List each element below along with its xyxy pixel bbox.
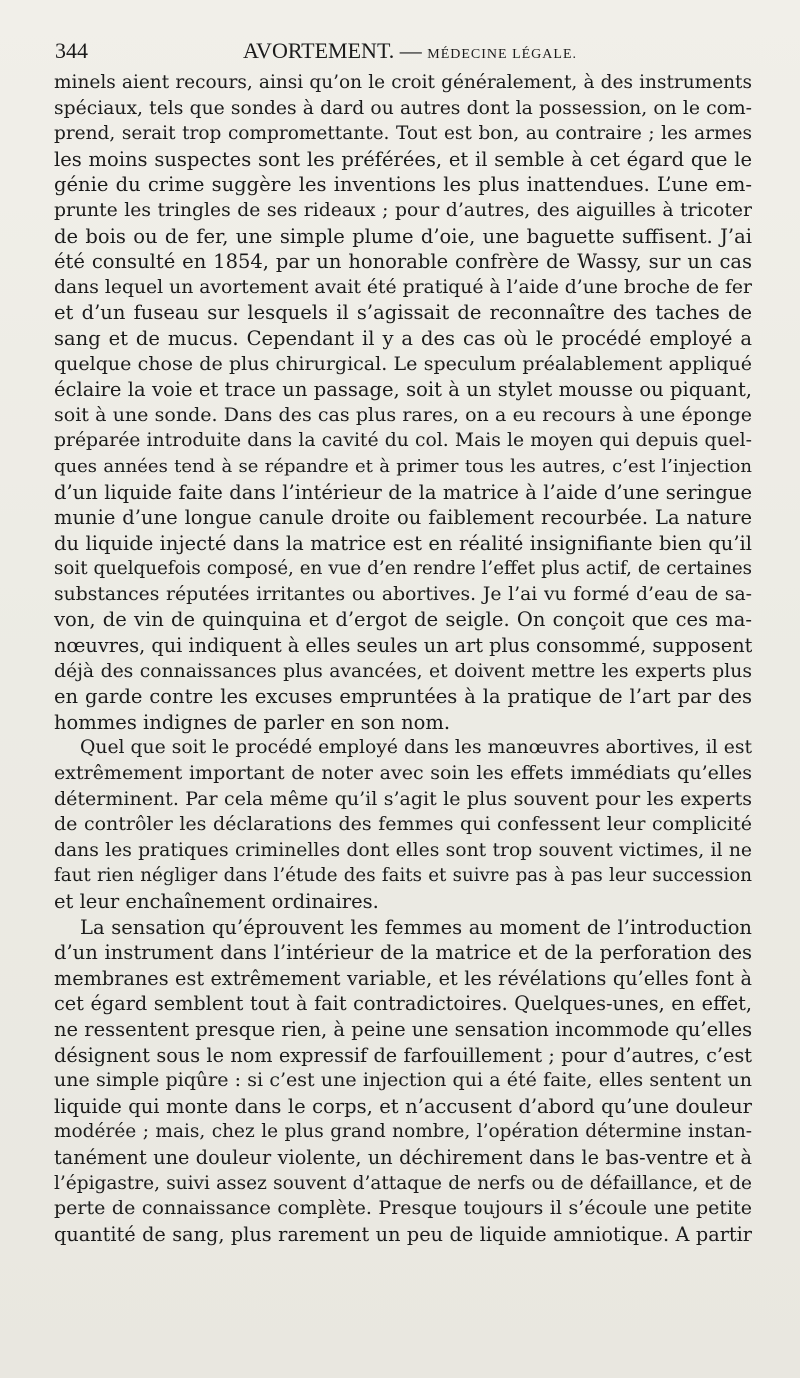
text-line: von, de vin de quinquina et d’ergot de seigle. On conçoit que ces ma- — [54, 608, 752, 632]
text-line: d’un instrument dans l’intérieur de la matrice et de la perforation des — [54, 941, 752, 965]
text-line: éclaire la voie et trace un passage, soit à un stylet mousse ou piquant, — [54, 378, 752, 402]
text-line: modérée ; mais, chez le plus grand nombre, l’opération détermine instan- — [54, 1121, 752, 1143]
running-title-main: AVORTEMENT. — [243, 38, 395, 63]
text-line: désignent sous le nom expressif de farfouillement ; pour d’autres, c’est — [54, 1043, 752, 1067]
text-line: membranes est extrêmement variable, et les révélations qu’elles font à — [54, 966, 752, 990]
text-line: en garde contre les excuses empruntées à la pratique de l’art par des — [54, 685, 752, 709]
text-line: tanément une douleur violente, un déchirement dans le bas-ventre et à — [54, 1145, 752, 1169]
text-line: prunte les tringles de ses rideaux ; pour d’autres, des aiguilles à tricoter — [54, 199, 752, 221]
text-line: sang et de mucus. Cependant il y a des cas où le procédé employé a — [54, 326, 752, 350]
text-line: déterminent. Par cela même qu’il s’agit le plus souvent pour les experts — [54, 787, 752, 810]
text-line: cet égard semblent tout à fait contradictoires. Quelques-unes, en effet, — [54, 992, 752, 1016]
text-line: perte de connaissance complète. Presque toujours il s’écoule une petite — [54, 1197, 752, 1220]
text-line: nœuvres, qui indiquent à elles seules un art plus consommé, supposent — [54, 634, 752, 658]
page-number: 344 — [55, 38, 88, 63]
text-line: spéciaux, tels que sondes à dard ou autres dont la possession, on le com- — [54, 97, 752, 119]
paragraph-start-line: Quel que soit le procédé employé dans les manœuvres abortives, il est — [80, 737, 752, 759]
paragraph-end-line: hommes indignes de parler en son nom. — [54, 710, 451, 734]
text-line: faut rien négliger dans l’étude des faits et suivre pas à pas leur succession — [54, 865, 752, 887]
running-title-dash: — — [399, 38, 422, 63]
text-line: préparée introduite dans la cavité du col. Mais le moyen qui depuis quel- — [54, 430, 752, 452]
text-line: soit quelquefois composé, en vue d’en rendre l’effet plus actif, de certaines — [54, 558, 752, 580]
running-title — [243, 38, 577, 64]
text-line: déjà des connaissances plus avancées, et doivent mettre les experts plus — [54, 660, 752, 682]
text-line: du liquide injecté dans la matrice est en réalité insignifiante bien qu’il — [54, 531, 752, 555]
text-line: ne ressentent presque rien, à peine une sensation incommode qu’elles — [54, 1017, 752, 1041]
paragraph-start-line: La sensation qu’éprouvent les femmes au moment de l’introduction — [80, 915, 752, 939]
text-line: une simple piqûre : si c’est une injection qui a été faite, elles sentent un — [54, 1069, 752, 1092]
text-line: génie du crime suggère les inventions les plus inattendues. L’une em- — [54, 173, 752, 197]
text-line: été consulté en 1854, par un honorable confrère de Wassy, sur un cas — [54, 250, 752, 274]
text-line: ques années tend à se répandre et à primer tous les autres, c’est l’injection — [54, 455, 752, 477]
paragraph-end-line: et leur enchaînement ordinaires. — [54, 890, 379, 913]
text-line: liquide qui monte dans le corps, et n’accusent d’abord qu’une douleur — [54, 1094, 752, 1118]
text-line: substances réputées irritantes ou abortives. Je l’ai vu formé d’eau de sa- — [54, 583, 752, 605]
text-line: dans les pratiques criminelles dont elles sont trop souvent victimes, il ne — [54, 839, 752, 861]
text-line: d’un liquide faite dans l’intérieur de la matrice à l’aide d’une seringue — [54, 480, 752, 504]
text-line: dans lequel un avortement avait été pratiqué à l’aide d’une broche de fer — [54, 276, 752, 298]
text-line: munie d’une longue canule droite ou faiblement recourbée. La nature — [54, 506, 752, 530]
text-line: soit à une sonde. Dans des cas plus rares, on a eu recours à une éponge — [54, 403, 752, 426]
text-line: quelque chose de plus chirurgical. Le speculum préalablement appliqué — [54, 352, 752, 375]
running-title-subtitle: MÉDECINE LÉGALE. — [427, 47, 578, 62]
text-line: prend, serait trop compromettante. Tout est bon, au contraire ; les armes — [54, 123, 752, 145]
text-line: et d’un fuseau sur lesquels il s’agissait de reconnaître des taches de — [54, 301, 752, 325]
text-line: quantité de sang, plus rarement un peu de liquide amniotique. A partir — [54, 1222, 752, 1246]
text-line: de contrôler les déclarations des femmes qui confessent leur complicité — [54, 813, 752, 836]
text-line: extrêmement important de noter avec soin les effets immédiats qu’elles — [54, 762, 752, 785]
text-line: les moins suspectes sont les préférées, et il semble à cet égard que le — [54, 147, 752, 171]
page-header — [55, 38, 755, 70]
text-line: minels aient recours, ainsi qu’on le croit généralement, à des instruments — [54, 72, 752, 93]
body-text — [54, 70, 752, 1247]
text-line: l’épigastre, suivi assez souvent d’attaque de nerfs ou de défaillance, et de — [54, 1172, 752, 1194]
text-line: de bois ou de fer, une simple plume d’oie, une baguette suffisent. J’ai — [54, 224, 752, 248]
